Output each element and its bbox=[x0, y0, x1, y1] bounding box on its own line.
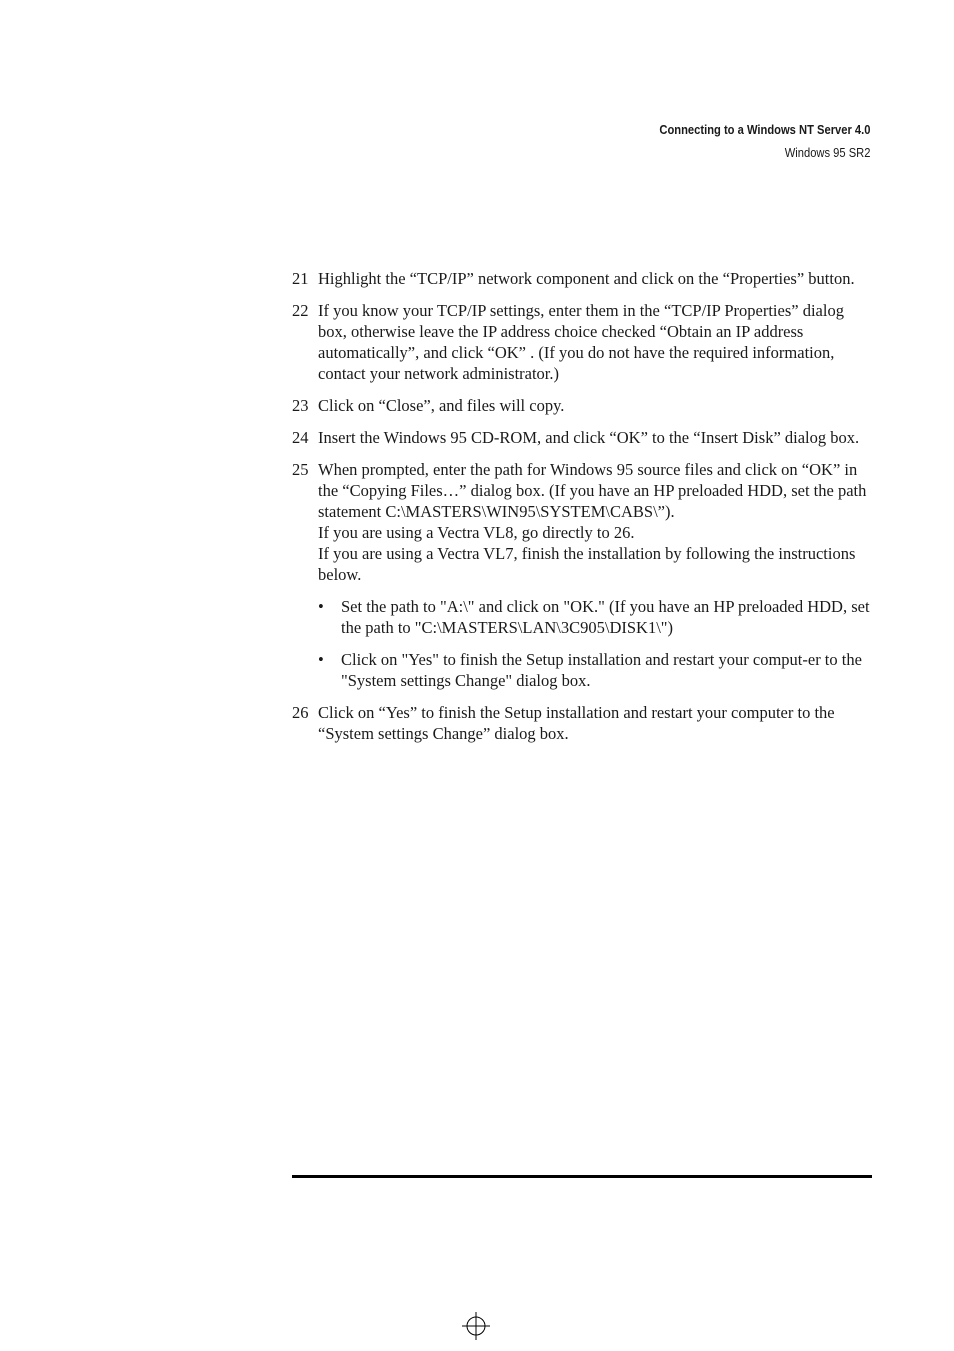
step-text: Click on “Yes” to finish the Setup installation and restart your computer to the “System settings Change” dialog box. bbox=[318, 703, 835, 743]
step-text: Click on “Close”, and files will copy. bbox=[318, 396, 565, 415]
step-number: 22 bbox=[292, 301, 309, 320]
step-21 bbox=[292, 268, 874, 289]
step-number: 23 bbox=[292, 396, 309, 415]
step-text: When prompted, enter the path for Windows 95 source files and click on “OK” in the “Copying Files…” dialog box. (If you have an HP preloaded HDD, set the path statement C:\MASTERS\WIN95\SYSTEM\CABS\”). bbox=[318, 460, 867, 521]
bullet-item bbox=[318, 596, 874, 638]
step-text: Highlight the “TCP/IP” network component and click on the “Properties” button. bbox=[318, 269, 855, 288]
bullet-glyph: • bbox=[318, 650, 324, 669]
step-number: 21 bbox=[292, 269, 309, 288]
step-text-vl8: If you are using a Vectra VL8, go directly to 26. bbox=[318, 523, 635, 542]
step-24 bbox=[292, 427, 874, 448]
footer-rule bbox=[292, 1175, 872, 1178]
bullet-item bbox=[318, 649, 874, 691]
step-text-vl7: If you are using a Vectra VL7, finish the installation by following the instructions below. bbox=[318, 544, 856, 584]
step-26 bbox=[292, 702, 874, 744]
bullet-text: Click on "Yes" to finish the Setup installation and restart your comput-er to the "System settings Change" dialog box. bbox=[341, 650, 862, 690]
bullet-glyph: • bbox=[318, 597, 324, 616]
step-text: Insert the Windows 95 CD-ROM, and click “OK” to the “Insert Disk” dialog box. bbox=[318, 428, 860, 447]
bullet-list bbox=[318, 596, 874, 691]
step-25 bbox=[292, 459, 874, 691]
step-22 bbox=[292, 300, 874, 384]
running-header bbox=[659, 118, 870, 164]
registration-mark-icon bbox=[462, 1312, 490, 1340]
step-23 bbox=[292, 395, 874, 416]
step-text: If you know your TCP/IP settings, enter them in the “TCP/IP Properties” dialog box, otherwise leave the IP address choice checked “Obtain an IP address automatically”, and click “OK” . (If you do not have the required information, contact your network administrator.) bbox=[318, 301, 844, 383]
header-title: Connecting to a Windows NT Server 4.0 bbox=[658, 122, 870, 137]
step-number: 26 bbox=[292, 703, 309, 722]
step-number: 25 bbox=[292, 460, 309, 479]
step-number: 24 bbox=[292, 428, 309, 447]
instruction-list bbox=[292, 268, 874, 755]
bullet-text: Set the path to "A:\" and click on "OK." (If you have an HP preloaded HDD, set the path to "C:\MASTERS\LAN\3C905\DISK1\") bbox=[341, 597, 870, 637]
header-subtitle: Windows 95 SR2 bbox=[784, 145, 870, 160]
